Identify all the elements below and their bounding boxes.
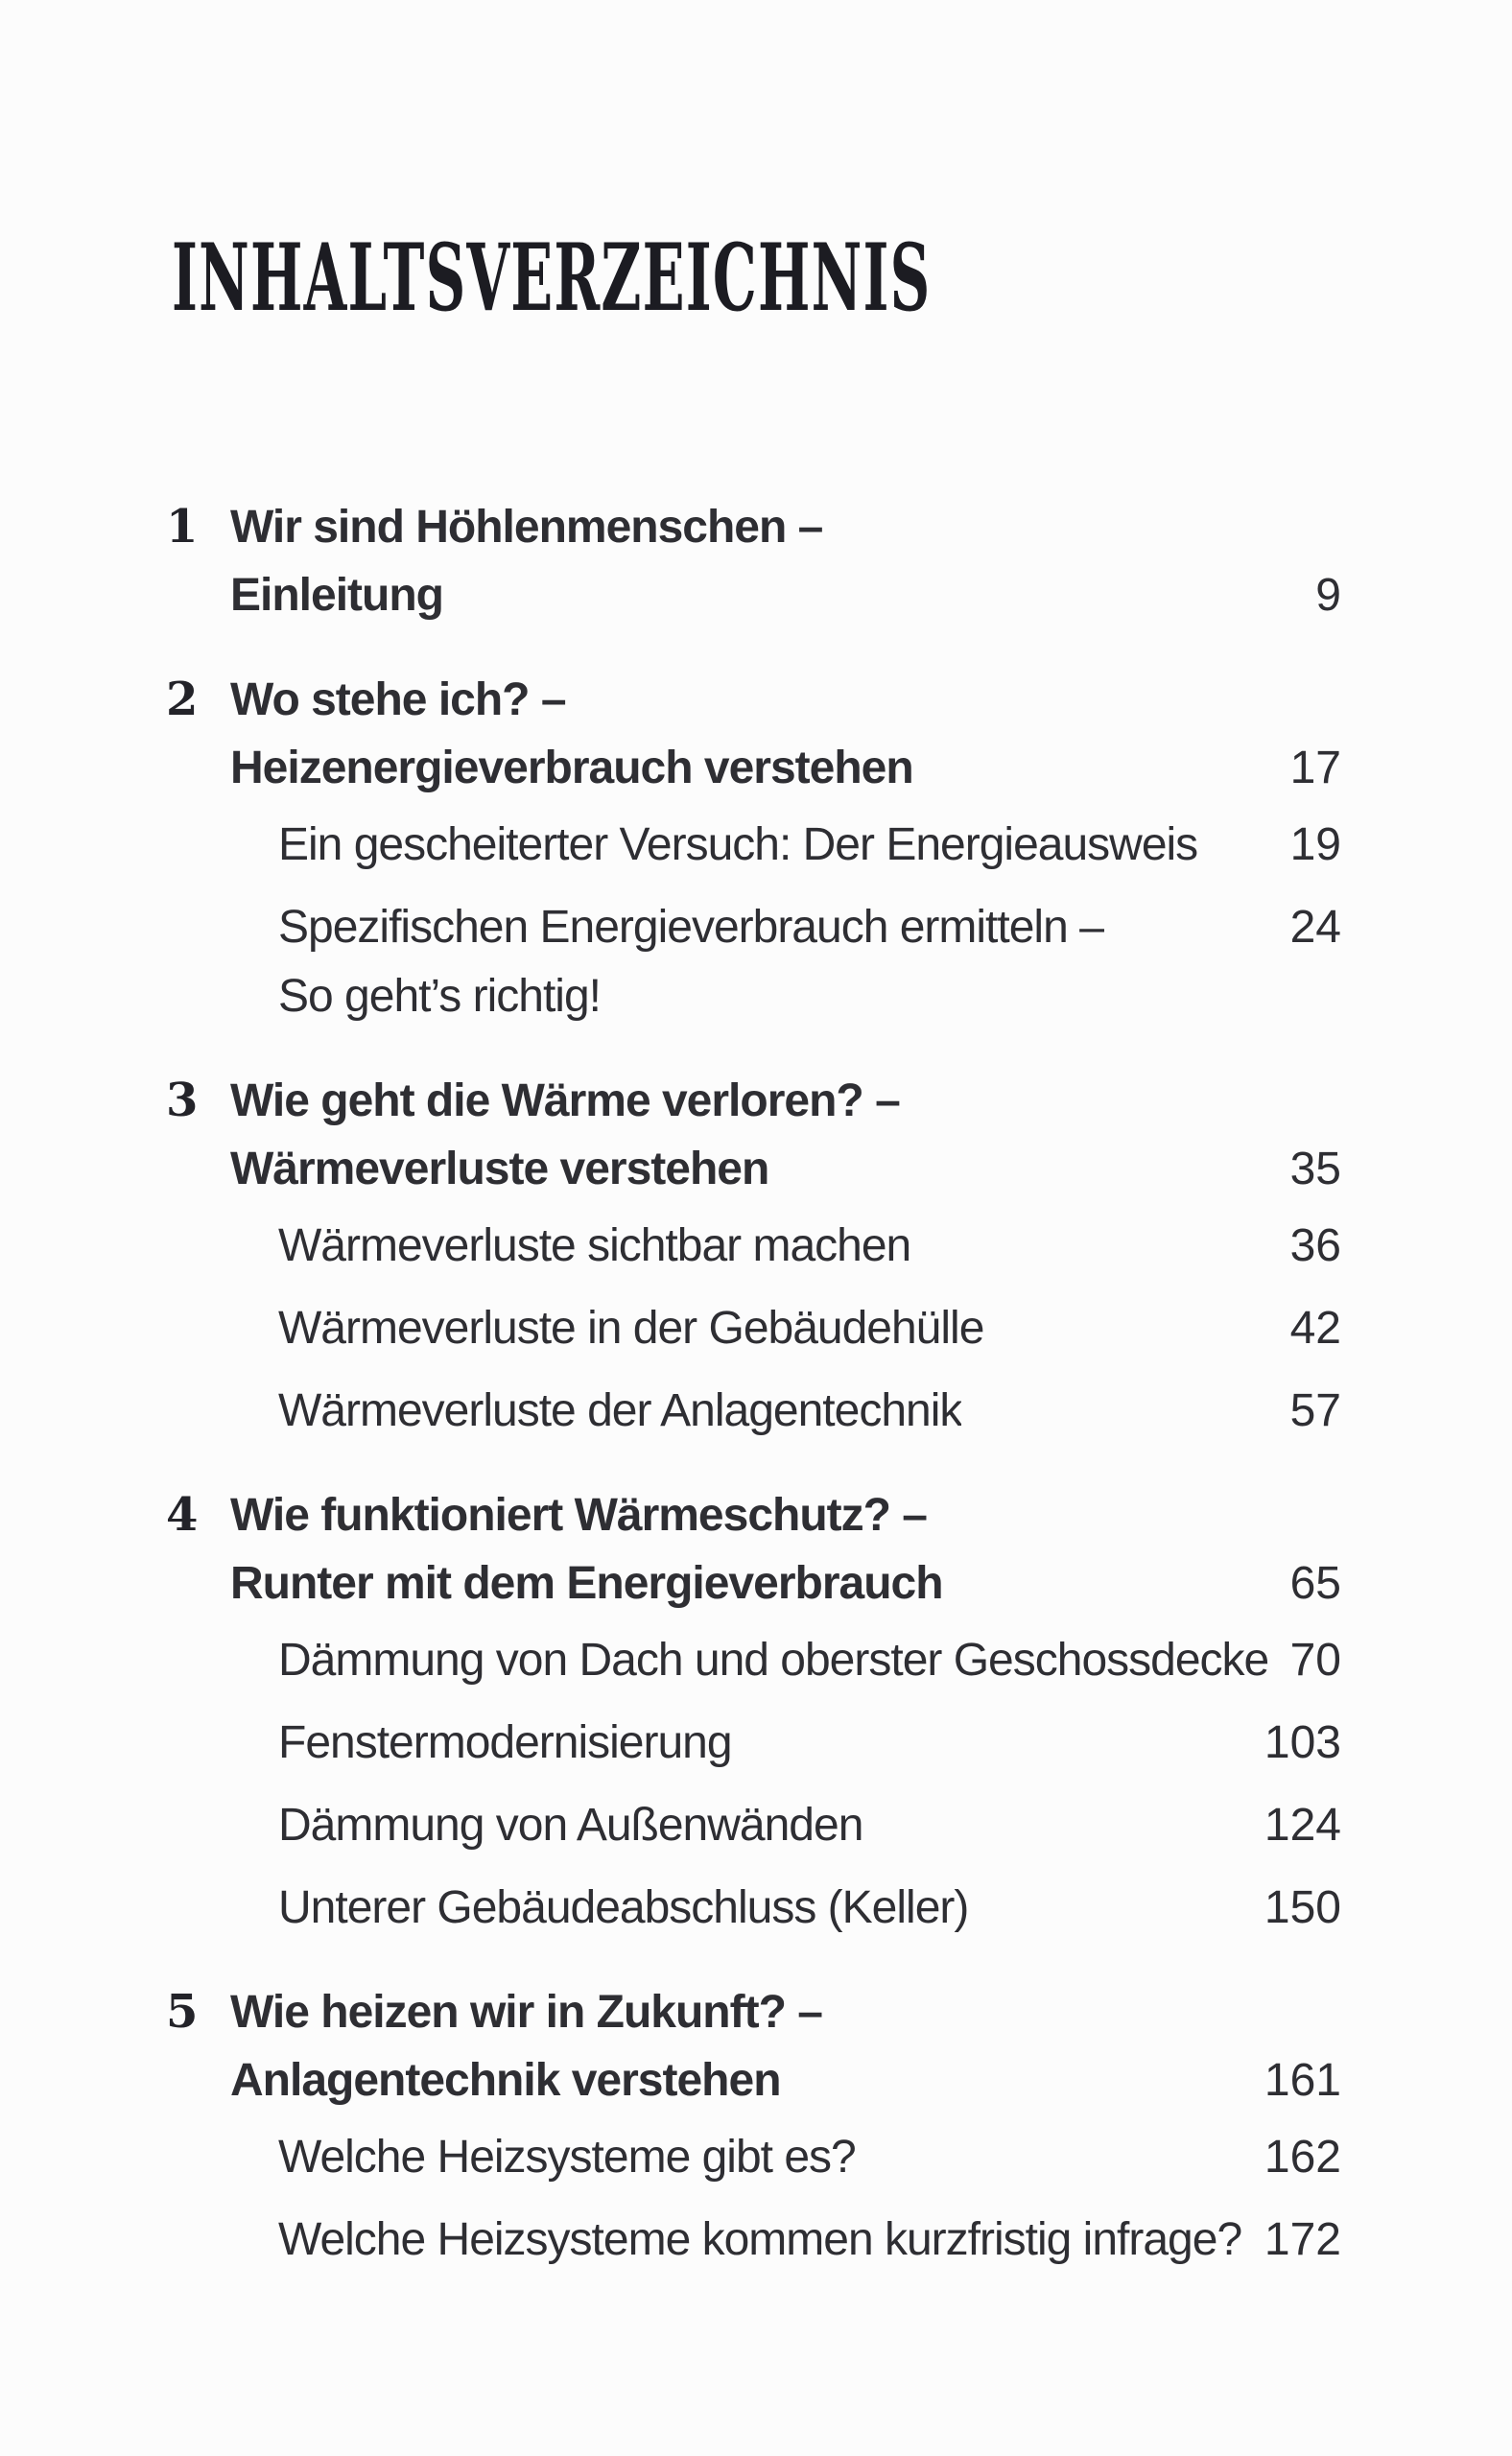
chapter-title-line1: Wo stehe ich? – (230, 674, 566, 725)
page-number: 161 (1264, 2055, 1341, 2106)
page-number: 57 (1289, 1385, 1341, 1436)
chapter-number: 4 (166, 1488, 198, 1542)
toc-chapter-row[interactable] (166, 2046, 1341, 2115)
page-number: 36 (1289, 1220, 1341, 1271)
page-number: 172 (1264, 2214, 1341, 2265)
toc-subentry-row[interactable] (166, 2206, 1341, 2275)
chapter-title-line1: Wie funktioniert Wärmeschutz? – (230, 1490, 927, 1541)
subentry-title: Dämmung von Außenwänden (278, 1800, 863, 1851)
chapter-title-line2: Einleitung (230, 570, 443, 621)
subentry-title: Ein gescheiterter Versuch: Der Energieausweis (278, 819, 1198, 870)
toc-chapter-row[interactable] (166, 1977, 1341, 2046)
table-of-contents (0, 492, 1512, 2275)
chapter-number: 1 (166, 500, 198, 554)
toc-chapter-row[interactable] (166, 1066, 1341, 1135)
subentry-title: Unterer Gebäudeabschluss (Keller) (278, 1882, 969, 1933)
toc-chapter-row[interactable] (166, 1480, 1341, 1549)
subentry-title: Spezifischen Energieverbrauch ermitteln – (278, 902, 1104, 953)
toc-subentry-row[interactable] (166, 962, 1341, 1031)
page-number: 124 (1264, 1800, 1341, 1851)
chapter-number: 5 (166, 1985, 198, 2039)
chapter-number: 3 (166, 1074, 198, 1127)
toc-chapter-row[interactable] (166, 1549, 1341, 1618)
toc-subentry-row[interactable] (166, 2123, 1341, 2192)
page-number: 103 (1264, 1717, 1341, 1768)
toc-chapter-row[interactable] (166, 665, 1341, 734)
toc-subentry-row[interactable] (166, 1874, 1341, 1943)
page-number: 24 (1289, 902, 1341, 953)
toc-subentry-row[interactable] (166, 893, 1341, 962)
chapter-number: 2 (166, 673, 198, 726)
page-number: 9 (1315, 570, 1341, 621)
subentry-title: Wärmeverluste sichtbar machen (278, 1220, 911, 1271)
toc-subentry-row[interactable] (166, 1294, 1341, 1363)
page-number: 42 (1289, 1303, 1341, 1354)
page-number: 162 (1264, 2132, 1341, 2183)
page-title: INHALTSVERZEICHNIS (172, 224, 932, 333)
toc-chapter-row[interactable] (166, 734, 1341, 803)
chapter-title-line2: Heizenergieverbrauch verstehen (230, 743, 913, 793)
page-number: 70 (1289, 1635, 1341, 1686)
toc-subentry-row[interactable] (166, 1791, 1341, 1860)
subentry-title: Dämmung von Dach und oberster Geschossdecke (278, 1635, 1269, 1686)
page-number: 65 (1289, 1558, 1341, 1609)
toc-chapter-row[interactable] (166, 492, 1341, 561)
toc-subentry-row[interactable] (166, 811, 1341, 880)
toc-subentry-row[interactable] (166, 1709, 1341, 1778)
subentry-title: Welche Heizsysteme gibt es? (278, 2132, 856, 2183)
subentry-title-line2: So geht’s richtig! (278, 971, 601, 1022)
chapter-title-line2: Wärmeverluste verstehen (230, 1144, 769, 1194)
chapter-title-line1: Wie geht die Wärme verloren? – (230, 1075, 900, 1126)
chapter-title-line1: Wie heizen wir in Zukunft? – (230, 1987, 822, 2038)
page-number: 17 (1289, 743, 1341, 793)
chapter-title-line2: Runter mit dem Energieverbrauch (230, 1558, 943, 1609)
toc-subentry-row[interactable] (166, 1626, 1341, 1695)
toc-subentry-row[interactable] (166, 1377, 1341, 1446)
subentry-title: Wärmeverluste der Anlagentechnik (278, 1385, 962, 1436)
page-number: 150 (1264, 1882, 1341, 1933)
page-number: 35 (1289, 1144, 1341, 1194)
chapter-title-line2: Anlagentechnik verstehen (230, 2055, 781, 2106)
subentry-title: Fenstermodernisierung (278, 1717, 732, 1768)
subentry-title: Welche Heizsysteme kommen kurzfristig infrage? (278, 2214, 1242, 2265)
subentry-title: Wärmeverluste in der Gebäudehülle (278, 1303, 984, 1354)
toc-subentry-row[interactable] (166, 1212, 1341, 1281)
toc-chapter-row[interactable] (166, 1135, 1341, 1204)
toc-chapter-row[interactable] (166, 561, 1341, 630)
chapter-title-line1: Wir sind Höhlenmenschen – (230, 502, 823, 553)
page-number: 19 (1289, 819, 1341, 870)
